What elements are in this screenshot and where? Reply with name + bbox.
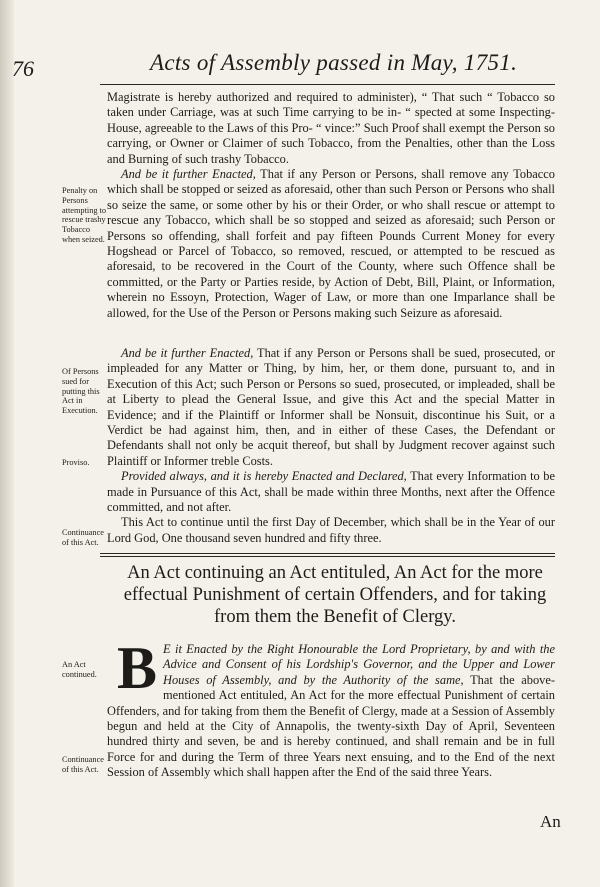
paragraph-continuance: This Act to continue until the first Day of December, which shall be in the Year of our Lord God, One thousand seven hundred and fifty three.: [107, 515, 555, 545]
enacting-clause: E it Enacted by the Right Honourable the Lord Proprietary, by and with the Advice and Consent of his Lordship's Governor, and the Upper and Lower Houses of Assembly, and by the Authority of the same,: [163, 642, 555, 687]
section-rule-thin: [100, 556, 555, 557]
act-title: An Act continuing an Act entituled, An Act for the more effectual Punishment of certain Offenders, and for taking from them the Benefit of Clergy.: [123, 563, 547, 627]
paragraph-persons-sued-text: That if any Person or Persons shall be sued, prosecuted, or impleaded for any Matter or Thing, by him, her, or them done, pursuant to, and in Execution of this Act; such Person or Persons so sued, prosecuted, or impleaded, shall be at Liberty to plead the General Issue, and give this Act and the special Matter in Evidence; and if the Plaintiff or Informer shall be Nonsuit, discontinue his Suit, or a Verdict be had against him, then, and in either of these Cases, the Defendant or Defendants shall not only be acquit thereof, but shall by Judgment recover against such Plaintiff or Informer treble Costs.: [107, 346, 555, 468]
header-rule: [100, 84, 555, 85]
margin-note-act-continued: An Act continued.: [62, 660, 97, 679]
paragraph-proviso-text: That every Information to be made in Pursuance of this Act, shall be made within three Months, next after the Offence committed, and not after.: [107, 469, 555, 515]
new-act-body: That the above-mentioned Act entituled, An Act for the more effectual Punishment of certain Offenders, and for taking from them the Benefit of Clergy, made at a Session of Assembly begun and held at the City of Annapolis, the twenty-sixth Day of April, Seventeen hundred thirty and seven, be and is hereby continued, and shall remain and be in full Force for and during the Term of three Years next ensuing, and to the End of the next Session of Assembly which shall happen after the End of the said three Years.: [107, 672, 556, 780]
paragraph-persons-sued: [107, 346, 555, 469]
margin-note-continuance-2: Continuance of this Act.: [62, 755, 104, 774]
section-rule: [100, 553, 555, 554]
paragraph-continued: Magistrate is hereby authorized and required to administer), “ That such “ Tobacco so taken under Carriage, was at such Time carrying to be in- “ spected at some Inspecting-House, agreeable to the Laws of this Pro- “ vince:” Such Proof shall exempt the Person so carrying, or Owner or Claimer of such Tobacco, from the Penalties, other than the Loss and Burning of such trashy Tobacco.: [107, 90, 555, 166]
main-text-2: [107, 346, 555, 546]
margin-note-penalty: Penalty on Persons attempting to rescue trashy Tobacco when seized.: [62, 186, 107, 244]
paragraph-penalty-text: That if any Person or Persons, shall remove any Tobacco which shall be stopped or seized as aforesaid, other than such Person or Persons who shall so seize the same, or some other by his or their Order, or who shall rescue or attempt to rescue any Tobacco, which shall be so stopped and seized as aforesaid; such Person or Persons so offending, shall forfeit and pay fifteen Pounds Current Money for every Hogshead or Parcel of Tobacco, so removed, rescued, or attempted to be rescued as aforesaid, to be recovered in the Court of the County, where such Offence shall be committed, or the Party or Parties reside, by Action of Debt, Bill, Plaint, or Information, wherein no Essoyn, Protection, Wager of Law, or more than one Imparlance shall be allowed, for the Use of the Person or Persons making such Seizure as aforesaid.: [107, 167, 555, 320]
paragraph-penalty: [107, 167, 555, 321]
catchword: An: [540, 812, 561, 831]
page-edge-shadow: [0, 0, 14, 887]
running-title: Acts of Assembly passed in May, 1751.: [150, 50, 518, 75]
enactment-phrase: And be it further Enacted,: [121, 167, 256, 182]
margin-note-proviso: Proviso.: [62, 458, 90, 467]
main-text: [107, 90, 555, 321]
proviso-phrase: Provided always, and it is hereby Enacted and Declared,: [121, 469, 407, 484]
paragraph-proviso: [107, 469, 555, 515]
drop-cap: B: [117, 635, 158, 701]
margin-note-persons-sued: Of Persons sued for putting this Act in Execution.: [62, 367, 100, 416]
new-act-paragraph: [107, 635, 556, 781]
margin-note-continuance: Continuance of this Act.: [62, 528, 104, 547]
new-act-text: [107, 635, 556, 781]
enactment-phrase: And be it further Enacted,: [121, 346, 254, 360]
page-number: 76: [12, 56, 34, 81]
